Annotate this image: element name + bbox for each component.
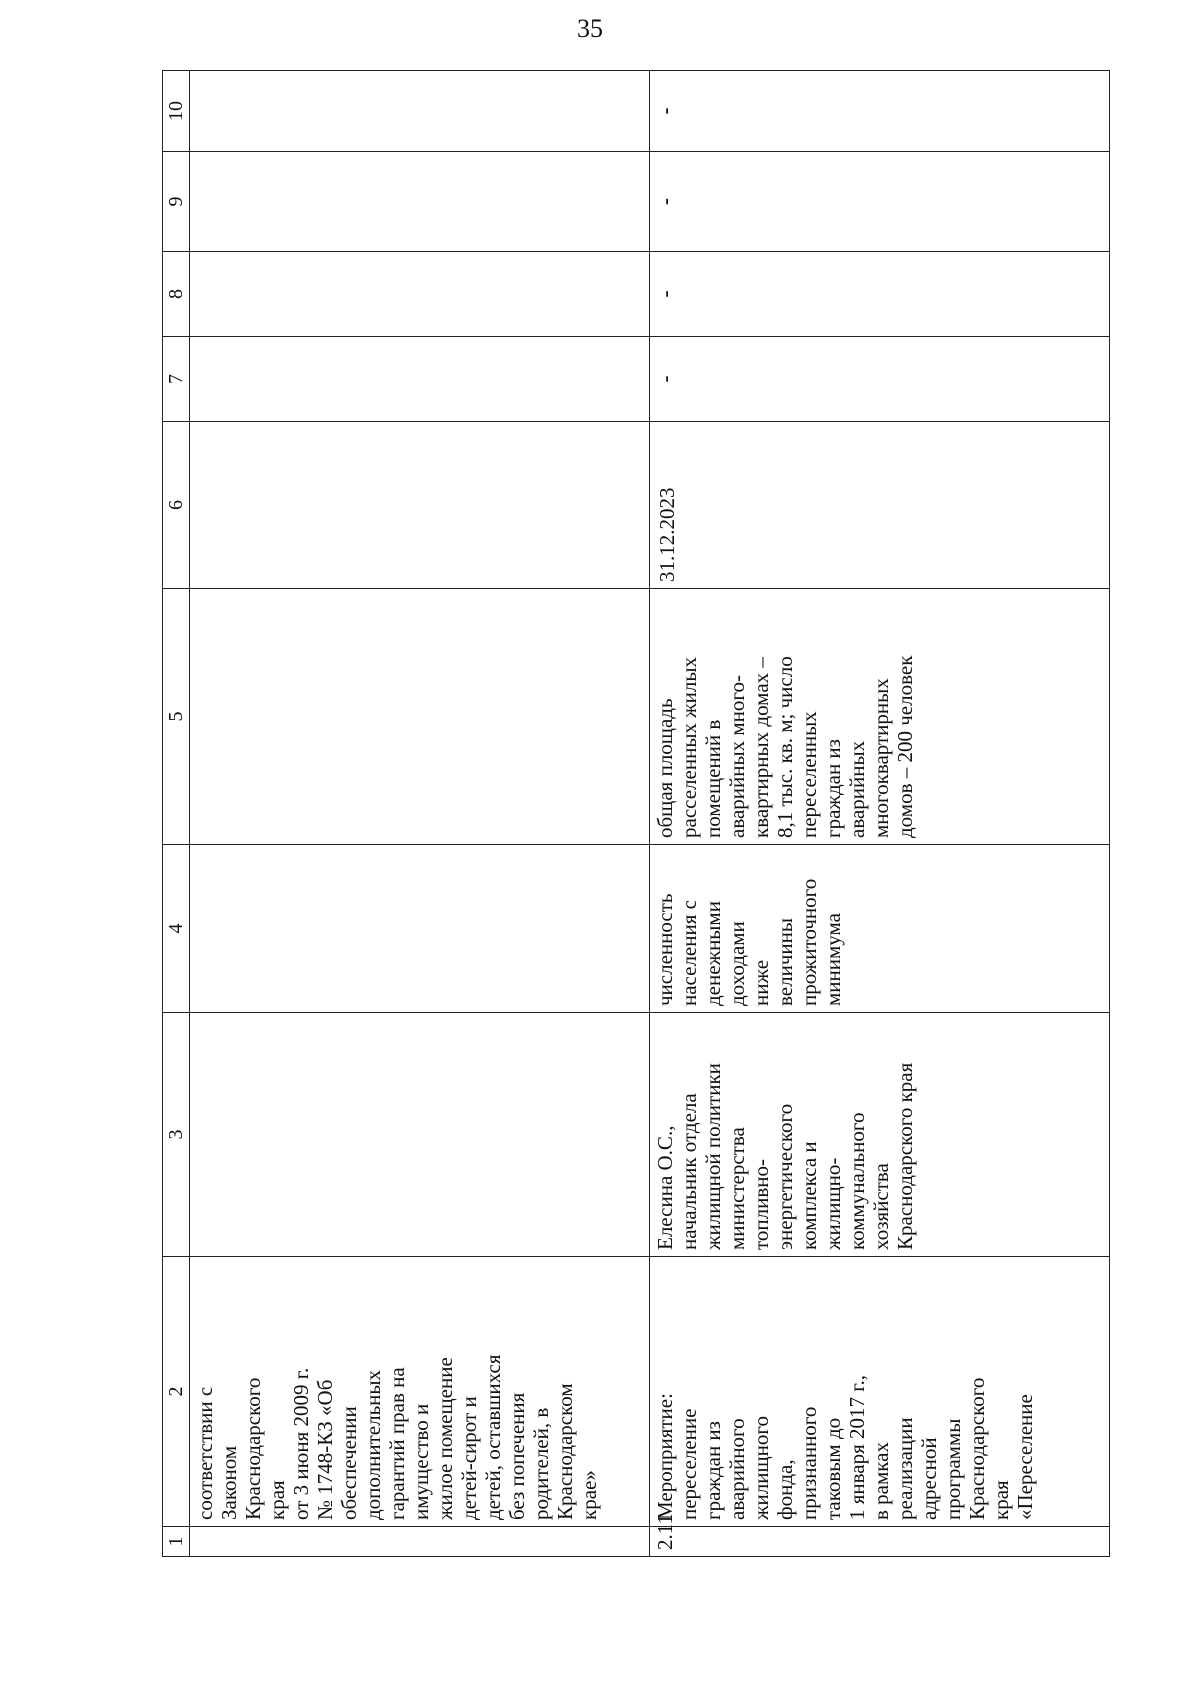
column-number-1: 1 — [163, 1527, 190, 1557]
cell-col10 — [190, 71, 650, 152]
table-row — [190, 71, 650, 1557]
column-number-10: 10 — [163, 71, 190, 152]
cell-col8 — [190, 252, 650, 337]
dash-value: - — [653, 198, 678, 205]
column-number-4: 4 — [163, 845, 190, 1013]
page-number: 35 — [577, 14, 603, 43]
column-number-3: 3 — [163, 1013, 190, 1257]
cell-activity: Мероприятие: переселение граждан из аварийного жилищного фонда, признанного таковым до 1 января 2017 г., в рамках реализации адресной программы Краснодарского края «Переселение — [650, 1257, 1110, 1527]
dash-value: - — [653, 290, 678, 298]
cell-col10 — [650, 71, 1110, 152]
date-value: 31.12.2023 — [655, 487, 680, 582]
column-number-7: 7 — [163, 337, 190, 422]
dash-value: - — [653, 107, 678, 115]
column-number-2: 2 — [163, 1257, 190, 1527]
cell-number — [190, 1527, 650, 1557]
cell-result: общая площадь расселенных жилых помещений в аварийных много- квартирных домах – 8,1 тыс. кв. м; число переселенных граждан из аварийных многоквартирных домов – 200 человек — [650, 589, 1110, 845]
cell-col9 — [190, 152, 650, 252]
dash-value: - — [653, 375, 678, 383]
cell-result — [190, 589, 650, 845]
column-number-8: 8 — [163, 252, 190, 337]
cell-col7 — [190, 337, 650, 422]
column-number-6: 6 — [163, 422, 190, 589]
cell-col9 — [650, 152, 1110, 252]
cell-responsible — [190, 1013, 650, 1257]
cell-date — [650, 422, 1110, 589]
data-table — [162, 70, 1110, 1557]
cell-activity: соответствии с Законом Краснодарского края от 3 июня 2009 г. № 1748-КЗ «Об обеспечении дополнительных гарантий прав на имущество и жилое помещение детей-сирот и детей, оставшихся без попечения родителей, в Краснодарском крае» — [190, 1257, 650, 1527]
table-header-row — [163, 71, 190, 1557]
cell-indicator: численность населения с денежными доходами ниже величины прожиточного минимума — [650, 845, 1110, 1013]
rotated-table-container — [162, 71, 1110, 1557]
cell-date — [190, 422, 650, 589]
cell-col8 — [650, 252, 1110, 337]
table-row — [650, 71, 1110, 1557]
cell-indicator — [190, 845, 650, 1013]
cell-number: 2.11 — [650, 1527, 1110, 1557]
column-number-5: 5 — [163, 589, 190, 845]
cell-col7 — [650, 337, 1110, 422]
column-number-9: 9 — [163, 152, 190, 252]
cell-responsible: Елесина О.С., начальник отдела жилищной политики министерства топливно- энергетического комплекса и жилищно- коммунального хозяйства Краснодарского края — [650, 1013, 1110, 1257]
